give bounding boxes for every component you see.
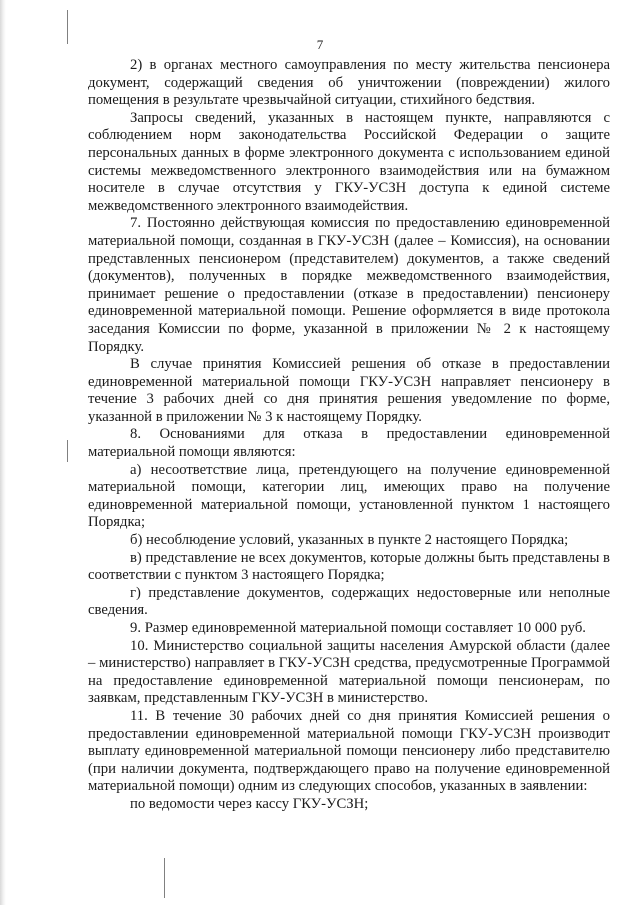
- scan-margin-mark: [67, 440, 68, 462]
- paragraph-item-9: 9. Размер единовременной материальной помощи составляет 10 000 руб.: [130, 620, 586, 636]
- paragraph-item-11: 11. В течение 30 рабочих дней со дня принятия Комиссией решения о предоставлении единовременной материальной помощи ГКУ-УСЗН производит выплату единовременной материальной помощи пенсионеру либо представителю (при наличии документа, подтверждающего право на получение единовременной материальной помощи) одним из следующих способов, указанных в заявлении:: [88, 707, 610, 795]
- paragraph-item-8: 8. Основаниями для отказа в предоставлении единовременной материальной помощи являются:: [88, 426, 610, 461]
- scan-edge-shadow: [0, 0, 6, 905]
- scan-margin-mark: [164, 858, 165, 898]
- paragraph-reason-a: а) несоответствие лица, претендующего на получение единовременной материальной помощи, категории лиц, имеющих право на получение единовременной материальной помощи, установленной пунктом 1 настоящего Порядка;: [88, 461, 610, 531]
- document-body: [88, 57, 610, 814]
- paragraph-item-7: 7. Постоянно действующая комиссия по предоставлению единовременной материальной помощи, созданная в ГКУ-УСЗН (далее – Комиссия), на основании представленных пенсионером (представителем) документов, а также сведений (документов), полученных в порядке межведомственного взаимодействия, принимает решение о предоставлении (отказе в предоставлении) пенсионеру единовременной материальной помощи. Решение оформляется в виде протокола заседания Комиссии по форме, указанной в приложении № 2 к настоящему Порядку.: [88, 215, 610, 355]
- page-number: 7: [316, 37, 324, 52]
- paragraph-subitem-2: 2) в органах местного самоуправления по месту жительства пенсионера документ, содержащий сведения об уничтожении (повреждении) жилого помещения в результате чрезвычайной ситуации, стихийного бедствия.: [88, 57, 610, 109]
- paragraph-item-10: 10. Министерство социальной защиты населения Амурской области (далее – министерство) направляет в ГКУ-УСЗН средства, предусмотренные Программой на предоставление единовременной материальной помощи пенсионерам, по заявкам, представленным ГКУ-УСЗН в министерство.: [88, 637, 610, 707]
- paragraph-payment-method: по ведомости через кассу ГКУ-УСЗН;: [130, 795, 369, 812]
- paragraph-reason-g: г) представление документов, содержащих недостоверные или неполные сведения.: [88, 584, 610, 619]
- paragraph-reason-b: б) несоблюдение условий, указанных в пункте 2 настоящего Порядка;: [130, 532, 569, 549]
- paragraph-requests: Запросы сведений, указанных в настоящем пункте, направляются с соблюдением норм законодательства Российской Федерации о защите персональных данных в форме электронного документа с использованием единой системы межведомственного электронного взаимодействия или на бумажном носителе в случае отсутствия у ГКУ-УСЗН доступа к единой системе межведомственного электронного взаимодействия.: [88, 109, 610, 214]
- paragraph-reason-v: в) представление не всех документов, которые должны быть представлены в соответствии с пунктом 3 настоящего Порядка;: [88, 549, 610, 584]
- paragraph-refusal-notice: В случае принятия Комиссией решения об отказе в предоставлении единовременной материальной помощи ГКУ-УСЗН направляет пенсионеру в течение 3 рабочих дней со дня принятия решения уведомление по форме, указанной в приложении № 3 к настоящему Порядку.: [88, 356, 610, 425]
